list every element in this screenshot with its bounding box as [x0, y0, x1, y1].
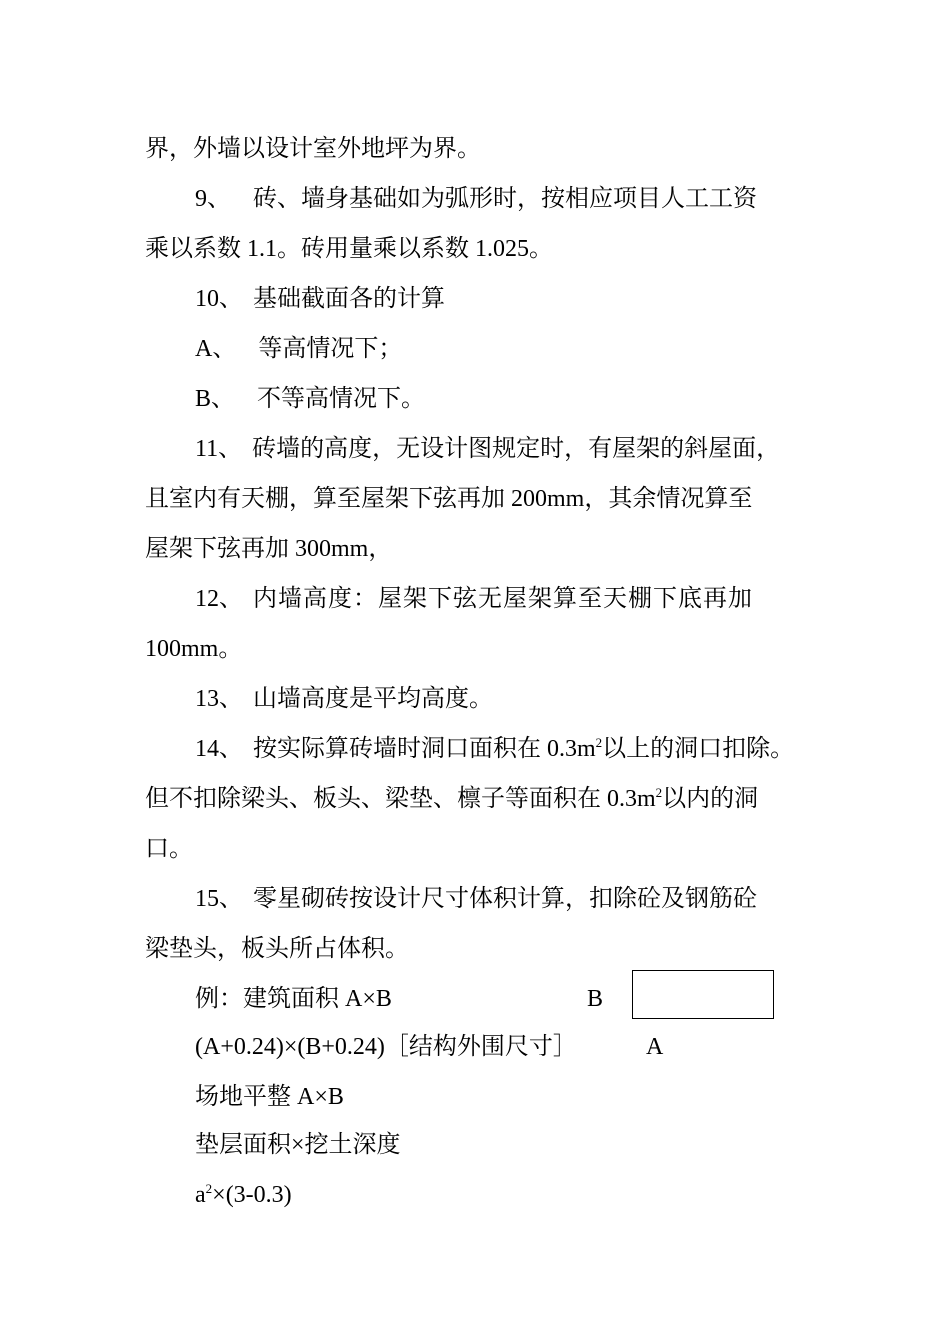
item-11-continuation-2: 屋架下弦再加 300mm，: [145, 536, 393, 562]
formula-line-3: 垫层面积×挖土深度: [195, 1132, 401, 1158]
item-11-number: 11、: [195, 436, 243, 462]
diagram-label-a: A: [646, 1034, 664, 1060]
formula-line-1: (A+0.24)×(B+0.24)［结构外围尺寸］: [195, 1034, 577, 1060]
item-b: [195, 384, 425, 414]
item-a-text: 等高情况下；: [258, 336, 403, 362]
example-line: 例：建筑面积 A×B: [195, 986, 392, 1012]
superscript: 2: [595, 735, 603, 750]
item-13-text: 山墙高度是平均高度。: [253, 686, 493, 712]
item-12: [195, 584, 753, 614]
item-9-continuation: 乘以系数 1.1。砖用量乘以系数 1.025。: [145, 236, 553, 262]
item-a: [195, 334, 402, 364]
item-14-continuation-1: 但不扣除梁头、板头、梁垫、檩子等面积在 $0.3m^2$以内的洞: [145, 785, 759, 812]
item-12-number: 12、: [195, 586, 243, 612]
item-14-continuation-2: 口。: [145, 836, 193, 862]
formula-line-4: $a^2\times(3-0.3)$: [195, 1181, 292, 1208]
item-15-number: 15、: [195, 886, 243, 912]
superscript: 2: [205, 1181, 213, 1196]
item-11-continuation-1: 且室内有天棚，算至屋架下弦再加 200mm，其余情况算至: [145, 486, 753, 512]
item-10-number: 10、: [195, 286, 243, 312]
formula-line-2: 场地平整 A×B: [195, 1084, 344, 1110]
item-15: [195, 884, 757, 914]
item-11: [195, 434, 780, 464]
item-13-number: 13、: [195, 686, 243, 712]
item-9: [195, 184, 757, 214]
item-10: [195, 284, 445, 314]
item-15-text: 零星砌砖按设计尺寸体积计算，扣除砼及钢筋砼: [253, 886, 757, 912]
item-14-text: 按实际算砖墙时洞口面积在 0.3m: [253, 736, 596, 762]
item-9-number: 9、: [195, 186, 231, 212]
item-14-number: 14、: [195, 736, 243, 762]
item-11-text: 砖墙的高度，无设计图规定时，有屋架的斜屋面，: [252, 436, 781, 462]
diagram-label-b: B: [587, 986, 604, 1012]
item-13: [195, 684, 493, 714]
item-9-text: 砖、墙身基础如为弧形时，按相应项目人工工资: [253, 186, 757, 212]
item-b-text: 不等高情况下。: [257, 386, 426, 412]
item-12-text: 内墙高度：屋架下弦无屋架算至天棚下底再加: [253, 586, 753, 612]
item-10-text: 基础截面各的计算: [253, 286, 445, 312]
item-a-number: A、: [195, 336, 237, 362]
text-line-1: 界，外墙以设计室外地坪为界。: [145, 136, 481, 162]
superscript: 2: [655, 785, 663, 800]
item-12-continuation: 100mm。: [145, 636, 243, 662]
item-15-continuation: 梁垫头，板头所占体积。: [145, 936, 409, 962]
item-14: 14、 按实际算砖墙时洞口面积在 $0.3m^2$以上的洞口扣除。: [195, 735, 795, 762]
diagram-rectangle: [632, 970, 774, 1019]
item-b-number: B、: [195, 386, 236, 412]
